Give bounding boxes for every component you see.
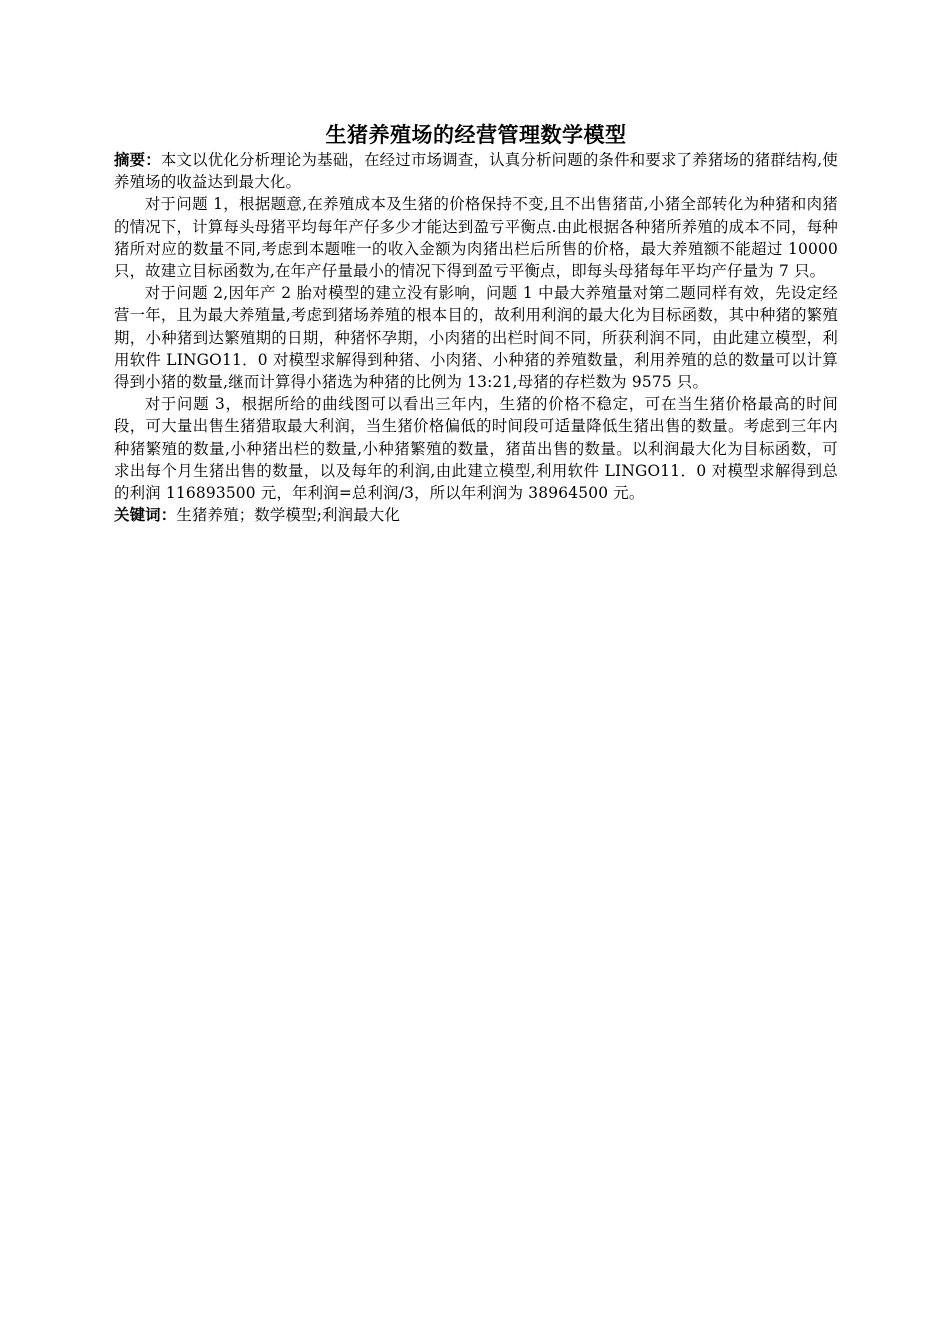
abstract-label: 摘要：	[114, 151, 161, 169]
keywords-label: 关键词：	[114, 506, 177, 525]
paper-title: 生猪养殖场的经营管理数学模型	[325, 123, 627, 147]
abstract-question-1: 对于问题 1，根据题意,在养殖成本及生猪的价格保持不变,且不出售猪苗,小猪全部转化为种猪和肉猪的情况下，计算每头母猪平均每年产仔多少才能达到盈亏平衡点.由此根据各种猪所养殖的成本不同，每种猪所对应的数量不同,考虑到本题唯一的收入金额为肉猪出栏后所售的价格，最大养殖额不能超过 10000 只，故建立目标函数为,在年产仔量最小的情况下得到盈亏平衡点，即每头母猪每年平均产仔量为 7 只。	[114, 195, 838, 281]
keywords-text: 生猪养殖；数学模型;利润最大化	[176, 506, 401, 525]
abstract-question-2: 对于问题 2,因年产 2 胎对模型的建立没有影响，问题 1 中最大养殖量对第二题同样有效，先设定经营一年，且为最大养殖量,考虑到猪场养殖的根本目的，故利用利润的最大化为目标函数，其中种猪的繁殖期，小种猪到达繁殖期的日期，种猪怀孕期，小肉猪的出栏时间不同，所获利润不同，由此建立模型，利用软件 LINGO11．0 对模型求解得到种猪、小肉猪、小种猪的养殖数量，利用养殖的总的数量可以计算得到小猪的数量,继而计算得小猪选为种猪的比例为 13:21,母猪的存栏数为 9575 只。	[114, 284, 838, 392]
abstract-paragraph	[114, 149, 838, 193]
abstract-intro: 本文以优化分析理论为基础，在经过市场调查，认真分析问题的条件和要求了养猪场的猪群结构,使养殖场的收益达到最大化。	[114, 151, 838, 192]
abstract-question-3: 对于问题 3，根据所给的曲线图可以看出三年内，生猪的价格不稳定，可在当生猪价格最高的时间段，可大量出售生猪猎取最大利润，当生猪价格偏低的时间段可适量降低生猪出售的数量。考虑到三年内种猪繁殖的数量,小种猪出栏的数量,小种猪繁殖的数量，猪苗出售的数量。以利润最大化为目标函数，可求出每个月生猪出售的数量，以及每年的利润,由此建立模型,利用软件 LINGO11．0 对模型求解得到总的利润 116893500 元，年利润=总利润/3，所以年利润为 38964500 元。	[114, 395, 838, 503]
paper-body	[114, 121, 838, 526]
keywords-line	[114, 504, 838, 526]
